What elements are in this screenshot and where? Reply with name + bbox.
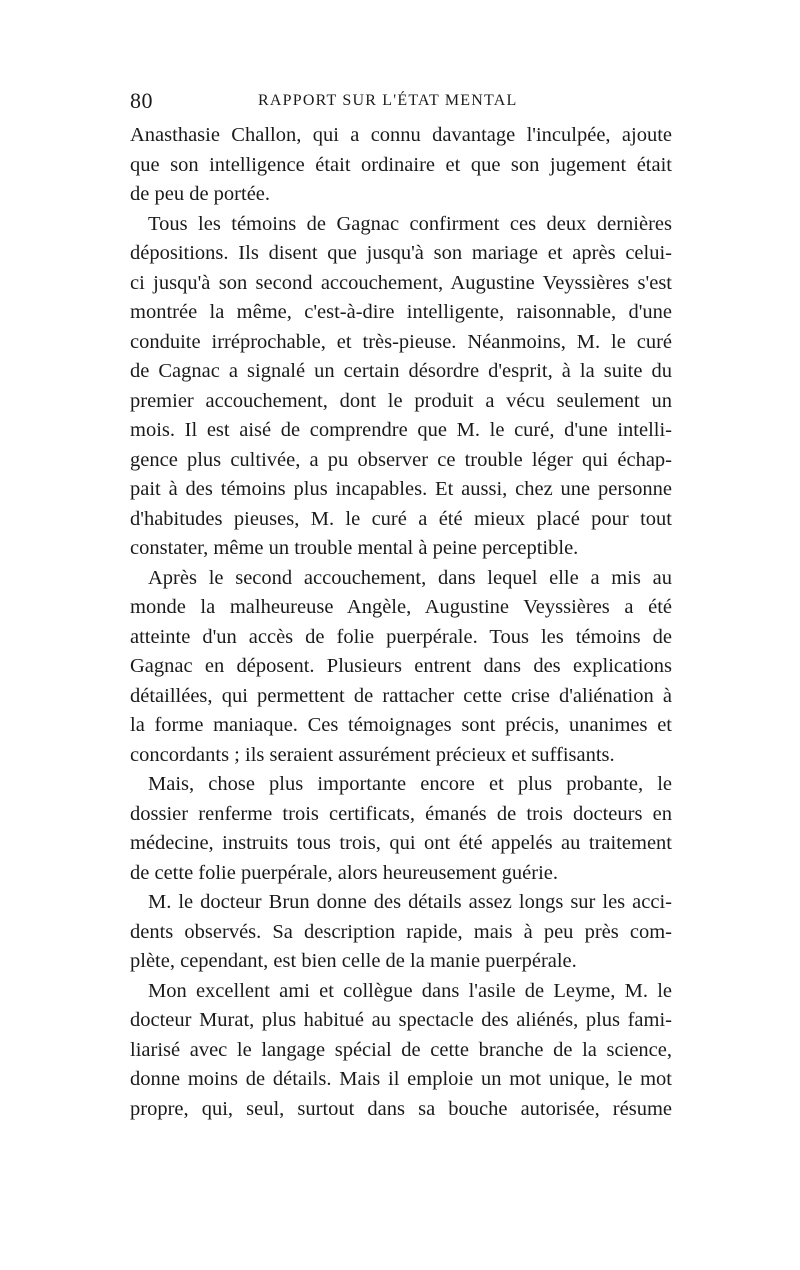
page-number: 80 [130, 88, 153, 113]
text-line: dépositions. Ils disent que jusqu'à son mariage et après celui- [130, 242, 672, 264]
text-line: Mais, chose plus importante encore et plus probante, le [148, 773, 672, 795]
text-line: Après le second accouchement, dans lequel elle a mis au [148, 566, 672, 589]
text-line: détaillées, qui permettent de rattacher cette crise d'aliénation à [130, 684, 672, 707]
text-line: Mon excellent ami et collègue dans l'asile de Leyme, M. le [148, 979, 672, 1002]
text-line: propre, qui, seul, surtout dans sa bouche autorisée, résume [130, 1097, 672, 1120]
text-line: Anasthasie Challon, qui a connu davantage l'inculpée, ajoute [130, 124, 672, 146]
text-line: Gagnac en déposent. Plusieurs entrent dans des explications [130, 655, 672, 677]
text-line: plète, cependant, est bien celle de la manie puerpérale. [130, 950, 577, 972]
text-line: pait à des témoins plus incapables. Et aussi, chez une personne [130, 478, 672, 500]
text-line: ci jusqu'à son second accouchement, Augustine Veyssières s'est [130, 271, 672, 294]
text-line: médecine, instruits tous trois, qui ont été appelés au traitement [130, 832, 672, 854]
text-line: concordants ; ils seraient assurément précieux et suffisants. [130, 743, 615, 766]
text-line: premier accouchement, dont le produit a vécu seulement un [130, 389, 672, 412]
text-line: constater, même un trouble mental à peine perceptible. [130, 537, 579, 559]
text-line: de Cagnac a signalé un certain désordre d'esprit, à la suite du [130, 360, 672, 382]
text-line: dents observés. Sa description rapide, mais à peu près com- [130, 920, 672, 943]
text-line: de peu de portée. [130, 183, 271, 205]
text-line: liarisé avec le langage spécial de cette branche de la science, [130, 1038, 672, 1061]
text-line: monde la malheureuse Angèle, Augustine Veyssières a été [130, 596, 672, 618]
text-line: la forme maniaque. Ces témoignages sont précis, unanimes et [130, 714, 672, 736]
text-line: gence plus cultivée, a pu observer ce trouble léger qui échap- [130, 448, 672, 471]
text-line: Tous les témoins de Gagnac confirment ces deux dernières [148, 212, 672, 235]
text-line: M. le docteur Brun donne des détails assez longs sur les acci- [148, 891, 672, 913]
text-line: atteinte d'un accès de folie puerpérale. Tous les témoins de [130, 625, 672, 648]
page-header [130, 88, 672, 118]
body-text [130, 121, 672, 1124]
text-line: de cette folie puerpérale, alors heureusement guérie. [130, 861, 559, 884]
text-line: que son intelligence était ordinaire et que son jugement était [130, 153, 672, 176]
text-line: mois. Il est aisé de comprendre que M. le curé, d'une intelli- [130, 419, 672, 441]
text-line: conduite irréprochable, et très-pieuse. Néanmoins, M. le curé [130, 330, 672, 353]
running-title: RAPPORT SUR L'ÉTAT MENTAL [258, 92, 518, 109]
text-line: docteur Murat, plus habitué au spectacle des aliénés, plus fami- [130, 1009, 672, 1031]
text-line: donne moins de détails. Mais il emploie un mot unique, le mot [130, 1068, 672, 1090]
text-line: montrée la même, c'est-à-dire intelligente, raisonnable, d'une [130, 301, 672, 323]
text-line: dossier renferme trois certificats, émanés de trois docteurs en [130, 802, 672, 825]
text-line: d'habitudes pieuses, M. le curé a été mieux placé pour tout [130, 507, 672, 530]
